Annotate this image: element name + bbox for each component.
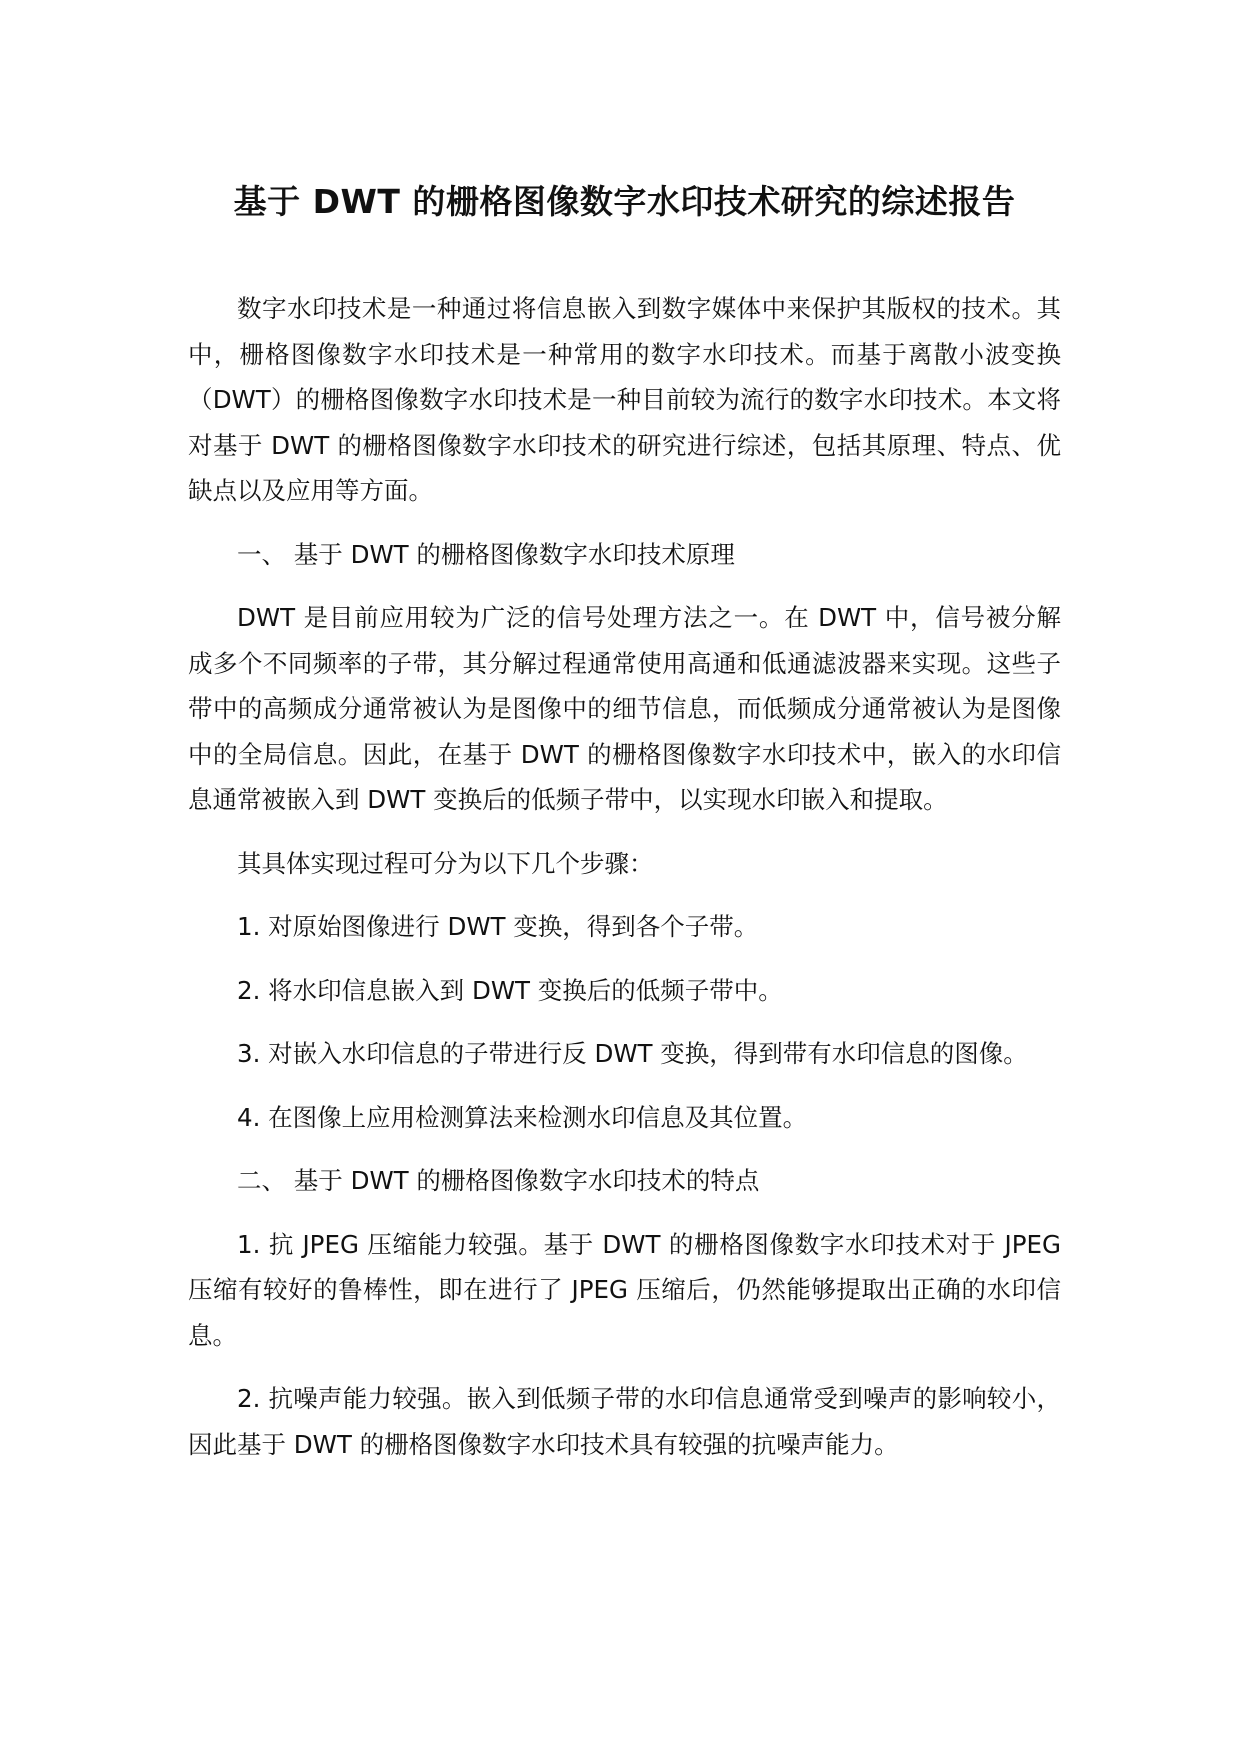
paragraph-dwt-principle: DWT 是目前应用较为广泛的信号处理方法之一。在 DWT 中，信号被分解成多个不同频率的子带，其分解过程通常使用高通和低通滤波器来实现。这些子带中的高频成分通常被认为是图像中的细节信息，而低频成分通常被认为是图像中的全局信息。因此，在基于 DWT 的栅格图像数字水印技术中，嵌入的水印信息通常被嵌入到 DWT 变换后的低频子带中，以实现水印嵌入和提取。: [188, 603, 1061, 814]
list-item-step-4: 4. 在图像上应用检测算法来检测水印信息及其位置。: [237, 1102, 808, 1132]
list-item-step-1: 1. 对原始图像进行 DWT 变换，得到各个子带。: [237, 912, 759, 941]
list-item-feature-2: 2. 抗噪声能力较强。嵌入到低频子带的水印信息通常受到噪声的影响较小，因此基于 DWT 的栅格图像数字水印技术具有较强的抗噪声能力。: [188, 1384, 1061, 1459]
list-item-feature-1: 1. 抗 JPEG 压缩能力较强。基于 DWT 的栅格图像数字水印技术对于 JPEG 压缩有较好的鲁棒性，即在进行了 JPEG 压缩后，仍然能够提取出正确的水印信息。: [188, 1229, 1061, 1350]
paragraph-intro: 数字水印技术是一种通过将信息嵌入到数字媒体中来保护其版权的技术。其中，栅格图像数字水印技术是一种常用的数字水印技术。而基于离散小波变换（DWT）的栅格图像数字水印技术是一种目前较为流行的数字水印技术。本文将对基于 DWT 的栅格图像数字水印技术的研究进行综述，包括其原理、特点、优缺点以及应用等方面。: [188, 294, 1061, 505]
list-item-step-3: 3. 对嵌入水印信息的子带进行反 DWT 变换，得到带有水印信息的图像。: [237, 1039, 1028, 1068]
list-item-step-2: 2. 将水印信息嵌入到 DWT 变换后的低频子带中。: [237, 975, 783, 1005]
section-heading-2: 二、 基于 DWT 的栅格图像数字水印技术的特点: [237, 1166, 760, 1195]
section-heading-1: 一、 基于 DWT 的栅格图像数字水印技术原理: [237, 539, 735, 569]
document-title: 基于 DWT 的栅格图像数字水印技术研究的综述报告: [233, 182, 1016, 221]
paragraph-steps-intro: 其具体实现过程可分为以下几个步骤：: [237, 848, 654, 878]
